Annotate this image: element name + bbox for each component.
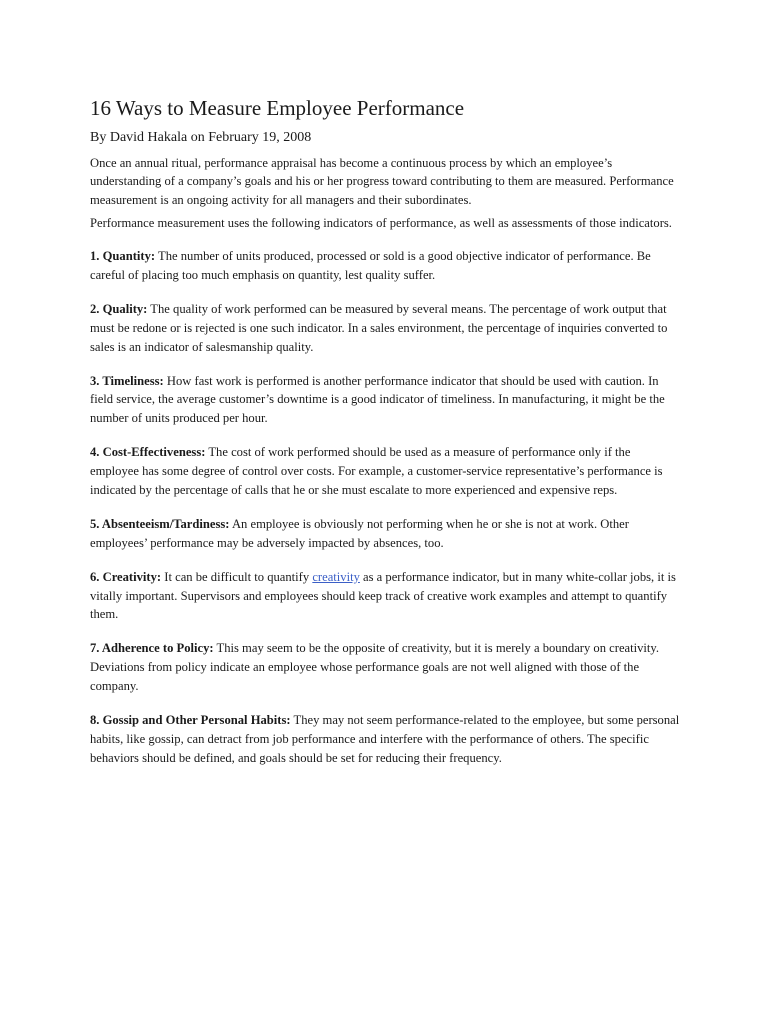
item-heading: 8. Gossip and Other Personal Habits:: [90, 713, 291, 727]
article-title: 16 Ways to Measure Employee Performance: [90, 96, 465, 120]
item-text: How fast work is performed is another performance indicator that should be used with caution. In field service, the average customer’s downtime is a good indicator of timeliness. In manufacturing, it might be the number of units produced per hour.: [90, 373, 665, 426]
item-gossip-personal-habits: [90, 711, 682, 768]
item-adherence-to-policy: [90, 639, 682, 696]
item-text: The number of units produced, processed or sold is a good objective indicator of performance. Be careful of placing too much emphasis on quantity, lest quality suffer.: [90, 249, 651, 282]
item-text: It can be difficult to quantify: [161, 569, 313, 584]
item-text: This may seem to be the opposite of creativity, but it is merely a boundary on creativity. Deviations from policy indicate an employee whose performance goals are not well aligned with those of the company.: [90, 641, 660, 694]
creativity-link[interactable]: creativity: [312, 569, 360, 584]
article: [90, 96, 682, 768]
item-text: The quality of work performed can be measured by several means. The percentage of work output that must be redone or is rejected is one such indicator. In a sales environment, the percentage of inquiries converted to sales is an indicator of salesmanship quality.: [90, 301, 668, 354]
intro-paragraph-2: Performance measurement uses the following indicators of performance, as well as assessments of those indicators.: [90, 215, 672, 230]
item-text: The cost of work performed should be used as a measure of performance only if the employee has some degree of control over costs. For example, a customer-service representative’s performance is indicated by the percentage of calls that he or she must escalate to more experienced and expensive reps.: [90, 445, 663, 497]
item-heading: 7. Adherence to Policy:: [90, 641, 214, 656]
item-heading: 3. Timeliness:: [90, 373, 164, 388]
item-cost-effectiveness: [90, 443, 682, 500]
item-creativity: [90, 568, 682, 625]
item-absenteeism-tardiness: [90, 515, 682, 553]
intro-paragraph-1: Once an annual ritual, performance appraisal has become a continuous process by which an employee’s understanding of a company’s goals and his or her progress toward contributing to them are measured. Performance measurement is an ongoing activity for all managers and their subordinates.: [90, 156, 674, 207]
item-text: They may not seem performance-related to the employee, but some personal habits, like gossip, can detract from job performance and interfere with the performance of others. The specific behaviors should be defined, and goals should be set for reducing their frequency.: [90, 713, 680, 765]
article-byline: By David Hakala on February 19, 2008: [90, 130, 312, 146]
item-heading: 2. Quality:: [90, 301, 148, 316]
item-text: as a performance indicator, but in many white-collar jobs, it is vitally important. Supervisors and employees should keep track of creative work examples and attempt to quantify them.: [90, 569, 676, 622]
item-heading: 6. Creativity:: [90, 569, 162, 584]
item-heading: 1. Quantity:: [90, 249, 156, 264]
item-quantity: [90, 247, 682, 285]
item-heading: 5. Absenteeism/Tardiness:: [90, 516, 230, 531]
item-timeliness: [90, 372, 682, 429]
item-quality: [90, 300, 682, 357]
item-text: An employee is obviously not performing when he or she is not at work. Other employees’ performance may be adversely impacted by absences, too.: [90, 516, 629, 550]
item-heading: 4. Cost-Effectiveness:: [90, 445, 206, 460]
